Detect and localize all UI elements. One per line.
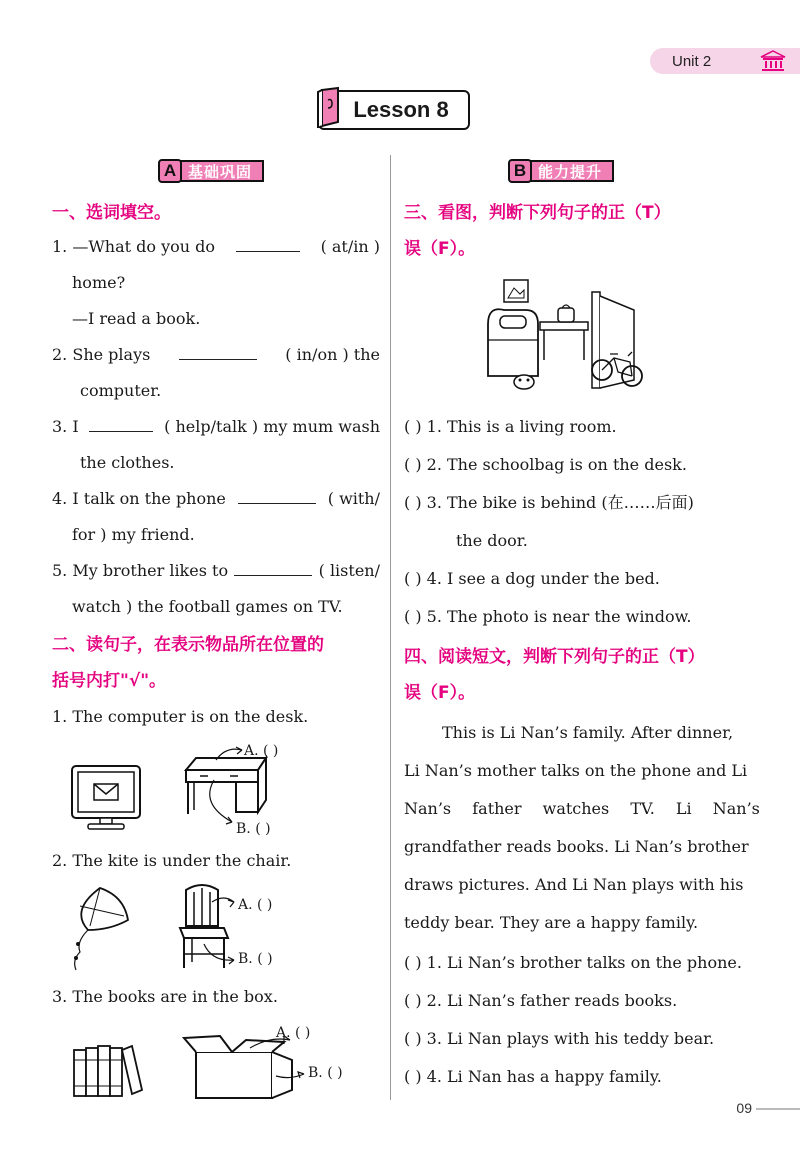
- part1-q2-line2: computer.: [80, 381, 162, 400]
- section-b-letter: B: [508, 159, 532, 183]
- page-number: 09: [736, 1100, 752, 1116]
- option-b[interactable]: B. ( ): [308, 1065, 343, 1081]
- part2-q3: 3. The books are in the box.: [52, 987, 278, 1006]
- part1-title: 一、选词填空。: [52, 203, 171, 223]
- passage-line-5: draws pictures. And Li Nan plays with his: [404, 875, 744, 894]
- part4-title-line1: 四、阅读短文，判断下列句子的正（T）: [404, 647, 705, 667]
- part3-item-1: ( ) 1. This is a living room.: [404, 417, 617, 436]
- part4-item-1: ( ) 1. Li Nan’s brother talks on the phone.: [404, 953, 742, 972]
- passage-line-2: Li Nan’s mother talks on the phone and Li: [404, 761, 748, 780]
- part1-q1-line1: 1. —What do you do ( at/in ): [52, 237, 380, 256]
- answer-blank[interactable]: [89, 416, 153, 432]
- part2-q2: 2. The kite is under the chair.: [52, 851, 292, 870]
- part1-q2-line1: 2. She plays ( in/on ) the: [52, 345, 380, 364]
- column-divider: [390, 155, 391, 1100]
- part2-q1: 1. The computer is on the desk.: [52, 707, 309, 726]
- passage-line-4: grandfather reads books. Li Nan’s brother: [404, 837, 749, 856]
- part4-title-line2: 误（F）。: [404, 683, 476, 703]
- book-icon: [316, 86, 346, 128]
- part3-item-3: ( ) 3. The bike is behind (在……后面): [404, 493, 694, 512]
- answer-blank[interactable]: [234, 560, 312, 576]
- part1-q5-line2: watch ) the football games on TV.: [72, 597, 343, 616]
- part3-item-2: ( ) 2. The schoolbag is on the desk.: [404, 455, 687, 474]
- unit-label: Unit 2: [672, 52, 712, 70]
- section-a-badge: [158, 158, 264, 184]
- part1-q3-line2: the clothes.: [80, 453, 175, 472]
- page-number-rule: [756, 1108, 800, 1110]
- bedroom-picture: [484, 276, 654, 398]
- museum-icon: [760, 50, 786, 72]
- unit-tab: [650, 48, 800, 74]
- lesson-title: [318, 90, 470, 130]
- part3-title-line2: 误（F）。: [404, 239, 476, 259]
- option-a[interactable]: A. ( ): [244, 743, 279, 759]
- part4-item-4: ( ) 4. Li Nan has a happy family.: [404, 1067, 662, 1086]
- part1-q4-line2: for ) my friend.: [72, 525, 195, 544]
- answer-blank[interactable]: [236, 236, 300, 252]
- passage-line-1: This is Li Nan’s family. After dinner,: [442, 723, 734, 742]
- kite-icon: [66, 886, 136, 972]
- part1-q1-line3: —I read a book.: [72, 309, 201, 328]
- part1-q4-line1: 4. I talk on the phone ( with/: [52, 489, 380, 508]
- part4-item-2: ( ) 2. Li Nan’s father reads books.: [404, 991, 678, 1010]
- option-b[interactable]: B. ( ): [238, 951, 273, 967]
- section-a-label: 基础巩固: [178, 160, 264, 182]
- part3-title-line1: 三、看图，判断下列句子的正（T）: [404, 203, 671, 223]
- option-a[interactable]: A. ( ): [276, 1025, 311, 1041]
- part2-title-line1: 二、读句子，在表示物品所在位置的: [52, 635, 324, 655]
- section-b-label: 能力提升: [528, 160, 614, 182]
- lesson-title-text: Lesson 8: [353, 97, 449, 122]
- part4-item-3: ( ) 3. Li Nan plays with his teddy bear.: [404, 1029, 715, 1048]
- part3-item-4: ( ) 4. I see a dog under the bed.: [404, 569, 660, 588]
- part3-item-3-cont: the door.: [456, 531, 528, 550]
- part1-q5-line1: 5. My brother likes to ( listen/: [52, 561, 380, 580]
- option-b[interactable]: B. ( ): [236, 821, 271, 837]
- part1-q1-line2: home?: [72, 273, 126, 292]
- part1-q3-line1: 3. I ( help/talk ) my mum wash: [52, 417, 380, 436]
- option-a[interactable]: A. ( ): [238, 897, 273, 913]
- part3-item-5: ( ) 5. The photo is near the window.: [404, 607, 692, 626]
- answer-blank[interactable]: [238, 488, 316, 504]
- books-icon: [70, 1040, 146, 1098]
- section-a-letter: A: [158, 159, 182, 183]
- part2-title-line2: 括号内打"√"。: [52, 671, 167, 691]
- answer-blank[interactable]: [179, 344, 257, 360]
- computer-icon: [70, 740, 150, 840]
- section-b-badge: [508, 158, 614, 184]
- passage-line-6: teddy bear. They are a happy family.: [404, 913, 699, 932]
- passage-line-3: Nan’s father watches TV. Li Nan’s: [404, 799, 760, 818]
